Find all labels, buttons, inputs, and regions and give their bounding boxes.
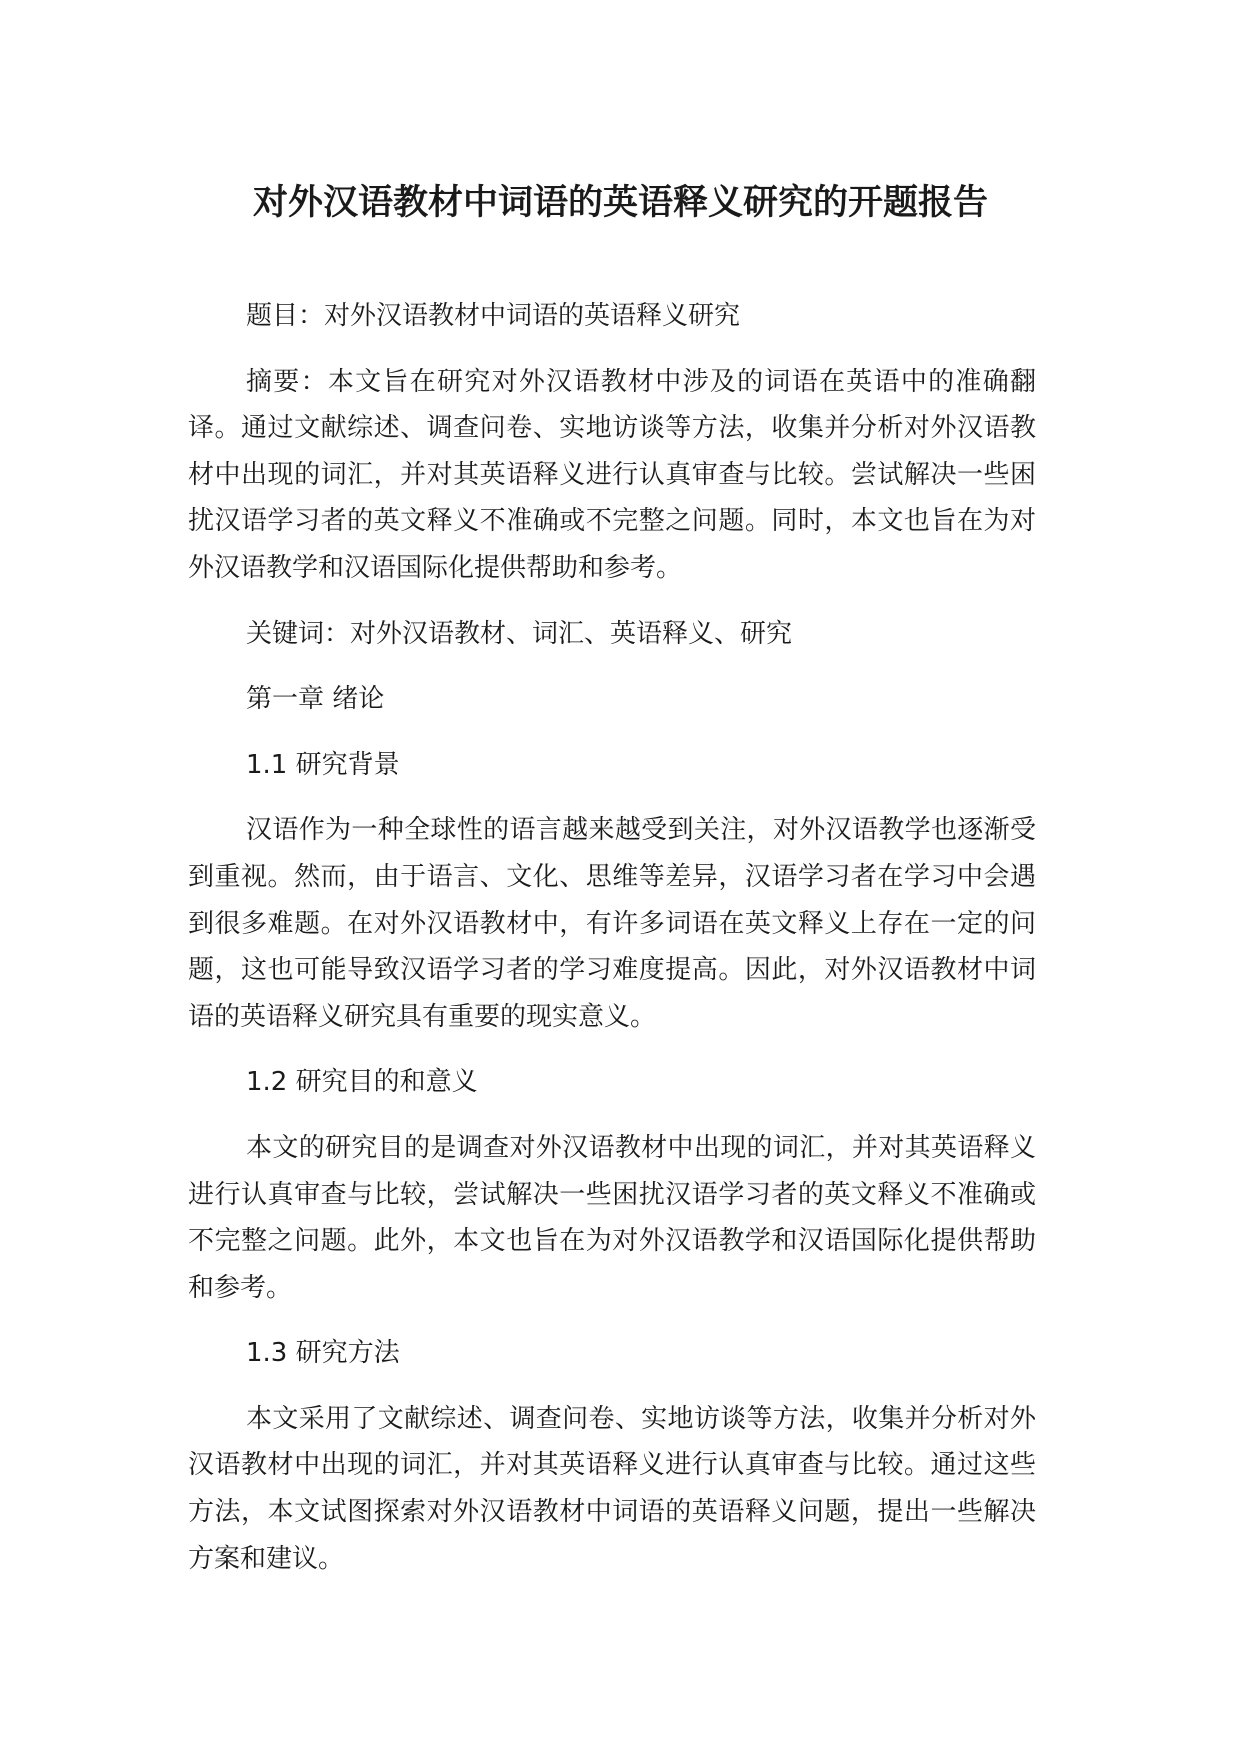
keywords-line: 关键词：对外汉语教材、词汇、英语释义、研究 (246, 618, 793, 649)
section-heading-1-2: 1.2 研究目的和意义 (246, 1067, 478, 1098)
section-text-1-2: 本文的研究目的是调查对外汉语教材中出现的词汇，并对其英语释义进行认真审查与比较，尝试解决一些困扰汉语学习者的英文释义不准确或不完整之问题。此外，本文也旨在为对外汉语教学和汉语国际化提供帮助和参考。 (188, 1132, 1036, 1303)
section-text-1-3: 本文采用了文献综述、调查问卷、实地访谈等方法，收集并分析对外汉语教材中出现的词汇，并对其英语释义进行认真审查与比较。通过这些方法，本文试图探索对外汉语教材中词语的英语释义问题，提出一些解决方案和建议。 (188, 1403, 1036, 1574)
section-heading-1-1: 1.1 研究背景 (246, 749, 400, 780)
section-heading-1-3: 1.3 研究方法 (246, 1338, 400, 1369)
chapter-heading: 第一章 绪论 (246, 684, 385, 715)
document-body (188, 293, 1036, 1601)
section-text-1-1: 汉语作为一种全球性的语言越来越受到关注，对外汉语教学也逐渐受到重视。然而，由于语言、文化、思维等差异，汉语学习者在学习中会遇到很多难题。在对外汉语教材中，有许多词语在英文释义上存在一定的问题，这也可能导致汉语学习者的学习难度提高。因此，对外汉语教材中词语的英语释义研究具有重要的现实意义。 (188, 815, 1036, 1032)
document-title: 对外汉语教材中词语的英语释义研究的开题报告 (252, 183, 988, 223)
abstract-paragraph: 摘要：本文旨在研究对外汉语教材中涉及的词语在英语中的准确翻译。通过文献综述、调查问卷、实地访谈等方法，收集并分析对外汉语教材中出现的词汇，并对其英语释义进行认真审查与比较。尝试解决一些困扰汉语学习者的英文释义不准确或不完整之问题。同时，本文也旨在为对外汉语教学和汉语国际化提供帮助和参考。 (188, 366, 1036, 583)
topic-line: 题目：对外汉语教材中词语的英语释义研究 (246, 301, 741, 331)
